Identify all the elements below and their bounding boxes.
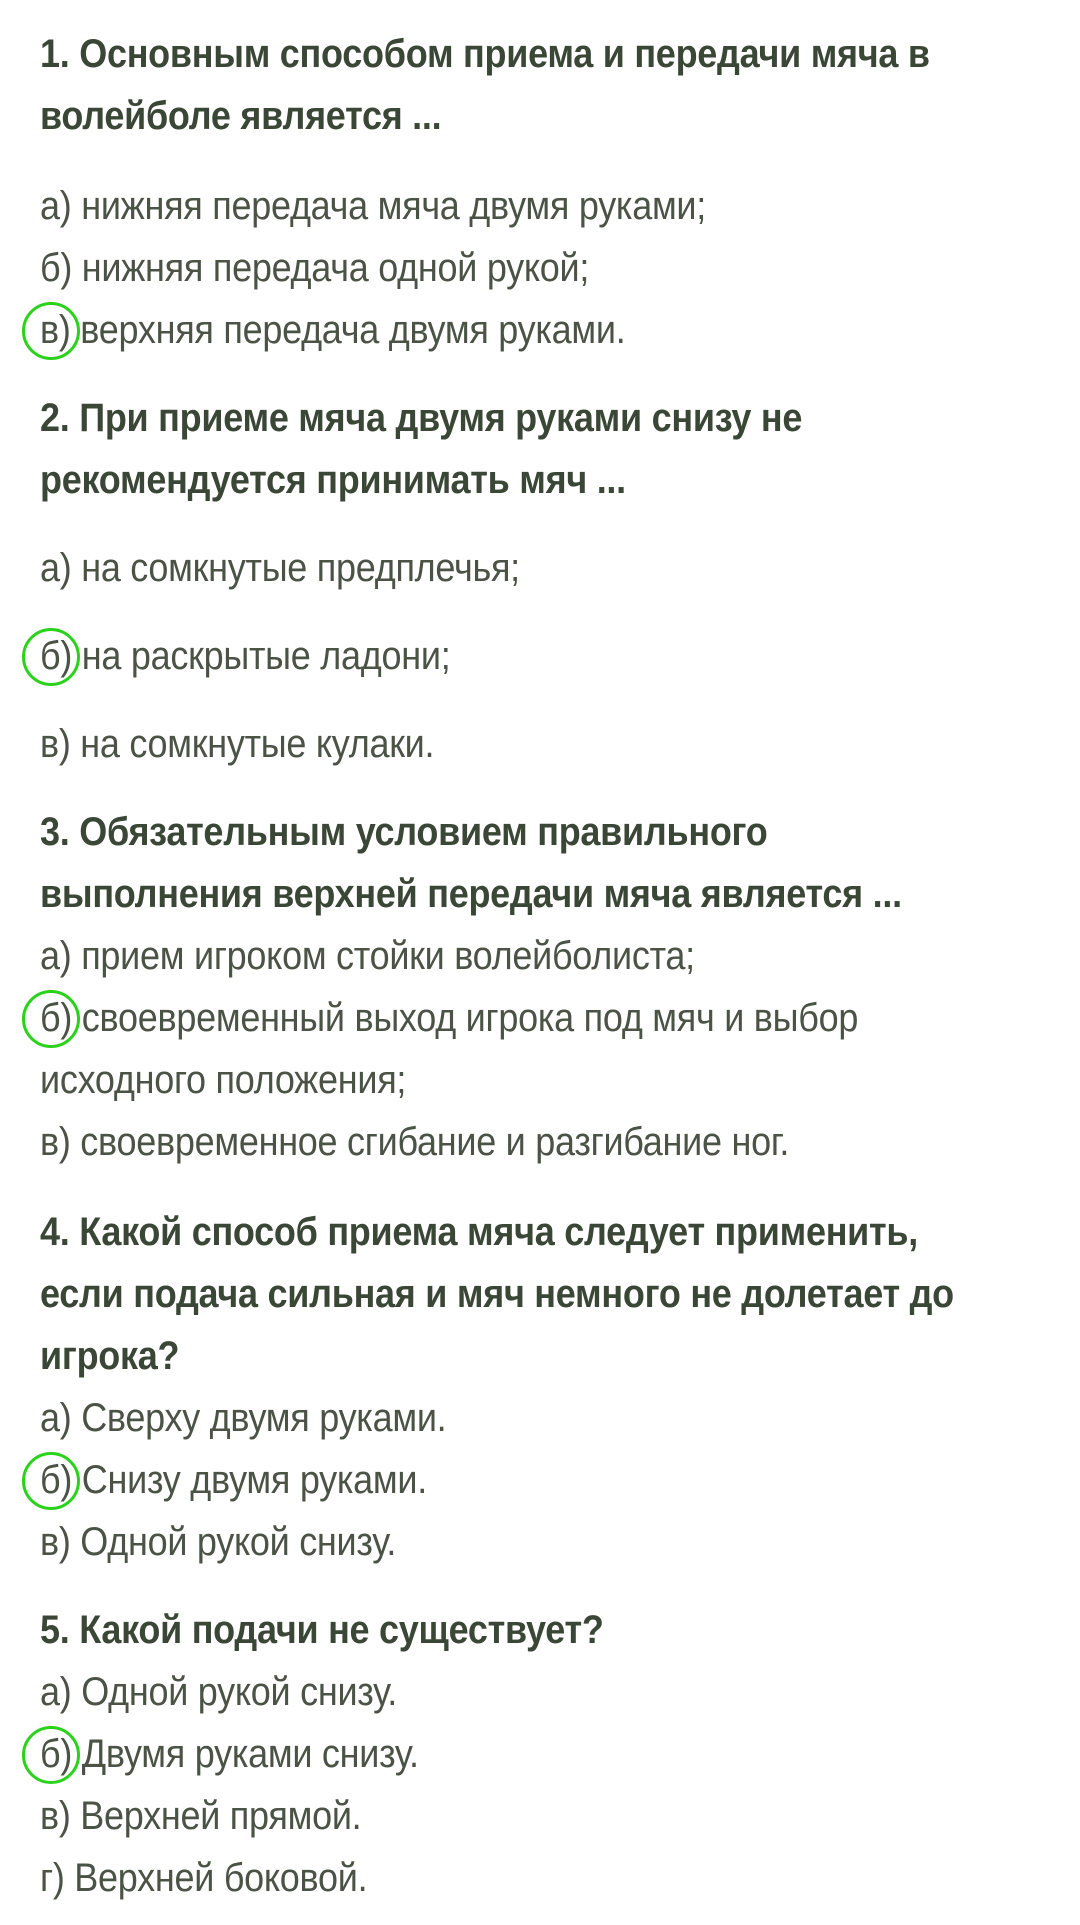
question-4-option-a[interactable]: а) Сверху двумя руками. — [40, 1396, 447, 1440]
question-3-title-line-1: 3. Обязательным условием правильного — [40, 810, 768, 854]
question-2-title-line-2: рекомендуется принимать мяч ... — [40, 458, 626, 502]
question-5-title: 5. Какой подачи не существует? — [40, 1608, 604, 1652]
question-2-title-line-1: 2. При приеме мяча двумя руками снизу не — [40, 396, 803, 440]
question-5-option-a[interactable]: а) Одной рукой снизу. — [40, 1670, 397, 1714]
question-4-title-line-3: игрока? — [40, 1334, 180, 1378]
question-1-option-c[interactable]: в) верхняя передача двумя руками. — [40, 308, 626, 352]
question-3-option-c[interactable]: в) своевременное сгибание и разгибание ног. — [40, 1120, 790, 1164]
question-3-option-a[interactable]: а) прием игроком стойки волейболиста; — [40, 934, 695, 978]
question-5-option-b[interactable]: б) Двумя руками снизу. — [40, 1732, 419, 1776]
question-2-option-a[interactable]: а) на сомкнутые предплечья; — [40, 546, 520, 590]
question-3-title-line-2: выполнения верхней передачи мяча является ... — [40, 872, 902, 916]
question-2-option-b[interactable]: б) на раскрытые ладони; — [40, 634, 451, 678]
question-1-option-a[interactable]: а) нижняя передача мяча двумя руками; — [40, 184, 706, 228]
question-5-option-c[interactable]: в) Верхней прямой. — [40, 1794, 362, 1838]
question-1-option-b[interactable]: б) нижняя передача одной рукой; — [40, 246, 590, 290]
question-1-title-line-1: 1. Основным способом приема и передачи мяча в — [40, 32, 930, 76]
question-3-option-b-line-2[interactable]: исходного положения; — [40, 1058, 407, 1102]
question-4-option-c[interactable]: в) Одной рукой снизу. — [40, 1520, 397, 1564]
question-3-option-b-line-1[interactable]: б) своевременный выход игрока под мяч и выбор — [40, 996, 859, 1040]
question-1-title-line-2: волейболе является ... — [40, 94, 442, 138]
question-2-option-c[interactable]: в) на сомкнутые кулаки. — [40, 722, 435, 766]
question-4-option-b[interactable]: б) Снизу двумя руками. — [40, 1458, 427, 1502]
question-5-option-d[interactable]: г) Верхней боковой. — [40, 1856, 368, 1900]
question-4-title-line-2: если подача сильная и мяч немного не долетает до — [40, 1272, 954, 1316]
question-4-title-line-1: 4. Какой способ приема мяча следует применить, — [40, 1210, 919, 1254]
